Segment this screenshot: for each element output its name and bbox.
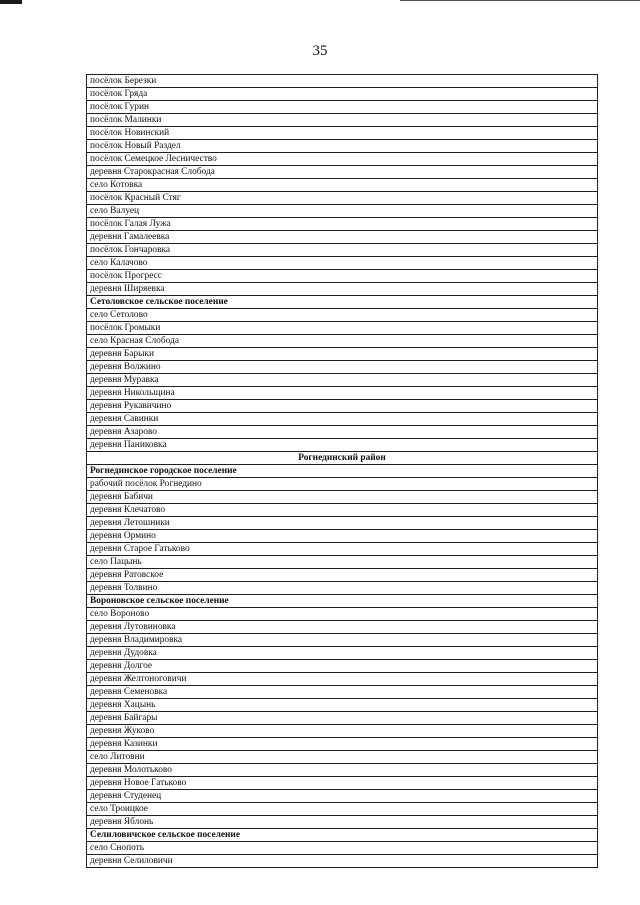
settlement-row	[87, 205, 598, 218]
settlement-row	[87, 257, 598, 270]
settlement-row	[87, 673, 598, 686]
settlement-name: деревня Клечатово	[87, 504, 598, 517]
settlement-row	[87, 361, 598, 374]
municipality-name: Селиловичское сельское поселение	[87, 829, 598, 842]
settlement-table-body	[87, 75, 598, 868]
settlement-name: деревня Долгое	[87, 660, 598, 673]
settlement-row	[87, 764, 598, 777]
settlement-name: деревня Владимировка	[87, 634, 598, 647]
settlement-row	[87, 127, 598, 140]
settlement-row	[87, 530, 598, 543]
settlement-row	[87, 426, 598, 439]
settlement-name: деревня Паниковка	[87, 439, 598, 452]
settlement-name: деревня Ширяевка	[87, 283, 598, 296]
scan-edge-mark-right	[400, 0, 640, 1]
settlement-row	[87, 335, 598, 348]
settlement-name: село Пацынь	[87, 556, 598, 569]
settlement-row	[87, 855, 598, 868]
settlement-name: деревня Старое Гатьково	[87, 543, 598, 556]
municipality-name: Вороновское сельское поселение	[87, 595, 598, 608]
district-header-row	[87, 452, 598, 465]
settlement-name: деревня Рукавичино	[87, 400, 598, 413]
settlement-name: село Литовни	[87, 751, 598, 764]
settlement-name: посёлок Семецкое Лесничество	[87, 153, 598, 166]
settlement-row	[87, 88, 598, 101]
settlement-row	[87, 387, 598, 400]
settlement-name: посёлок Гурин	[87, 101, 598, 114]
settlement-row	[87, 556, 598, 569]
settlement-name: деревня Селиловичи	[87, 855, 598, 868]
settlement-row	[87, 504, 598, 517]
municipality-name: Рогнединское городское поселение	[87, 465, 598, 478]
settlement-name: деревня Казинки	[87, 738, 598, 751]
settlement-row	[87, 738, 598, 751]
settlement-row	[87, 712, 598, 725]
municipality-header-row	[87, 829, 598, 842]
settlement-row	[87, 647, 598, 660]
settlement-row	[87, 75, 598, 88]
settlement-row	[87, 244, 598, 257]
settlement-row	[87, 348, 598, 361]
settlement-name: посёлок Гончаровка	[87, 244, 598, 257]
settlement-row	[87, 140, 598, 153]
settlement-name: деревня Волжино	[87, 361, 598, 374]
settlement-name: деревня Бабичи	[87, 491, 598, 504]
settlement-name: деревня Толвино	[87, 582, 598, 595]
settlement-row	[87, 660, 598, 673]
settlement-row	[87, 478, 598, 491]
settlement-name: деревня Желтоноговичи	[87, 673, 598, 686]
settlement-name: село Троицкое	[87, 803, 598, 816]
settlement-name: деревня Азарово	[87, 426, 598, 439]
settlement-name: деревня Лутовиновка	[87, 621, 598, 634]
settlement-name: деревня Семеновка	[87, 686, 598, 699]
settlement-row	[87, 790, 598, 803]
settlement-name: деревня Новое Гатьково	[87, 777, 598, 790]
settlement-name: посёлок Прогресс	[87, 270, 598, 283]
settlement-row	[87, 699, 598, 712]
settlement-row	[87, 777, 598, 790]
settlement-row	[87, 166, 598, 179]
settlement-name: деревня Байгары	[87, 712, 598, 725]
municipality-header-row	[87, 296, 598, 309]
settlement-row	[87, 816, 598, 829]
settlement-name: посёлок Березки	[87, 75, 598, 88]
settlement-name: село Снопоть	[87, 842, 598, 855]
settlement-row	[87, 725, 598, 738]
settlement-name: деревня Хацынь	[87, 699, 598, 712]
settlement-row	[87, 322, 598, 335]
settlement-row	[87, 491, 598, 504]
settlement-name: посёлок Красный Стяг	[87, 192, 598, 205]
settlement-name: деревня Барыки	[87, 348, 598, 361]
settlement-row	[87, 114, 598, 127]
settlement-row	[87, 842, 598, 855]
settlement-name: посёлок Гряда	[87, 88, 598, 101]
settlement-name: посёлок Громыки	[87, 322, 598, 335]
settlement-row	[87, 439, 598, 452]
scan-edge-mark-left	[0, 0, 22, 4]
settlement-row	[87, 231, 598, 244]
settlement-name: посёлок Новинский	[87, 127, 598, 140]
settlement-name: село Красная Слобода	[87, 335, 598, 348]
settlement-name: деревня Летошники	[87, 517, 598, 530]
settlement-row	[87, 543, 598, 556]
settlement-row	[87, 621, 598, 634]
settlement-row	[87, 608, 598, 621]
municipality-header-row	[87, 595, 598, 608]
municipality-name: Сетоловское сельское поселение	[87, 296, 598, 309]
settlement-row	[87, 153, 598, 166]
settlement-row	[87, 218, 598, 231]
settlement-name: деревня Яблонь	[87, 816, 598, 829]
settlement-row	[87, 374, 598, 387]
settlement-row	[87, 686, 598, 699]
settlement-name: село Вороново	[87, 608, 598, 621]
settlement-name: деревня Никольщина	[87, 387, 598, 400]
settlement-name: село Котовка	[87, 179, 598, 192]
settlement-row	[87, 413, 598, 426]
settlement-row	[87, 309, 598, 322]
settlement-row	[87, 101, 598, 114]
settlement-name: село Сетолово	[87, 309, 598, 322]
settlement-name: село Валуец	[87, 205, 598, 218]
settlement-row	[87, 270, 598, 283]
settlement-row	[87, 634, 598, 647]
settlement-name: деревня Гамалеевка	[87, 231, 598, 244]
settlement-name: деревня Савинки	[87, 413, 598, 426]
settlement-name: деревня Молотьково	[87, 764, 598, 777]
municipality-header-row	[87, 465, 598, 478]
settlement-row	[87, 283, 598, 296]
settlement-name: деревня Ормино	[87, 530, 598, 543]
settlement-name: деревня Ратовское	[87, 569, 598, 582]
settlement-name: посёлок Малинки	[87, 114, 598, 127]
settlement-name: село Калачово	[87, 257, 598, 270]
settlement-row	[87, 192, 598, 205]
settlement-row	[87, 582, 598, 595]
settlement-name: деревня Студенец	[87, 790, 598, 803]
settlement-row	[87, 400, 598, 413]
settlement-name: деревня Дудовка	[87, 647, 598, 660]
district-name: Рогнединский район	[87, 452, 598, 465]
settlement-row	[87, 751, 598, 764]
settlement-name: посёлок Галая Лужа	[87, 218, 598, 231]
settlement-name: деревня Старокрасная Слобода	[87, 166, 598, 179]
page-number: 35	[312, 43, 328, 59]
settlement-name: деревня Жуково	[87, 725, 598, 738]
settlement-name: посёлок Новый Раздел	[87, 140, 598, 153]
settlement-name: рабочий посёлок Рогнедино	[87, 478, 598, 491]
settlement-name: деревня Муравка	[87, 374, 598, 387]
settlement-row	[87, 517, 598, 530]
settlement-table	[86, 74, 598, 868]
settlement-row	[87, 803, 598, 816]
settlement-row	[87, 179, 598, 192]
settlement-row	[87, 569, 598, 582]
